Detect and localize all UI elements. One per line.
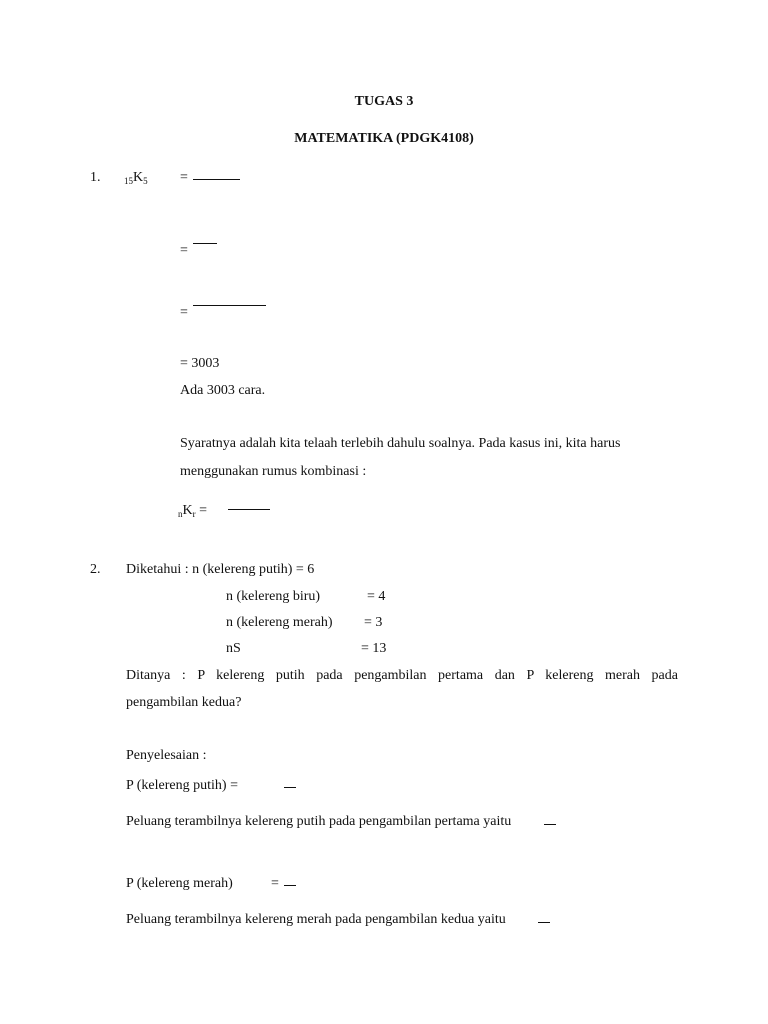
equals-sign-1: = (180, 170, 188, 185)
fraction-bar-1 (193, 179, 240, 180)
combination-formula: $_nK_r$ = (178, 503, 208, 519)
p-red-result-bar (538, 922, 550, 923)
known-red-value: = 3 (364, 615, 383, 630)
formula-fraction-bar (228, 509, 270, 510)
known-ns-value: = 13 (361, 641, 387, 656)
combination-notation: $_{15}K_5$ (124, 170, 148, 186)
reason-line-1: Syaratnya adalah kita telaah terlebih dahulu soalnya. Pada kasus ini, kita harus (180, 436, 621, 451)
asked-line-2: pengambilan kedua? (126, 695, 242, 710)
question-2-number: 2. (90, 562, 101, 577)
p-white-fraction-bar (284, 787, 296, 788)
p-red-text: Peluang terambilnya kelereng merah pada pengambilan kedua yaitu (126, 912, 506, 927)
document-title: TUGAS 3 (354, 94, 414, 109)
fraction-bar-2 (193, 243, 217, 244)
asked-line-1: Ditanya : P kelereng putih pada pengambilan pertama dan P kelereng merah pada (126, 668, 678, 683)
document-subtitle: MATEMATIKA (PDGK4108) (294, 131, 474, 146)
known-white: Diketahui : n (kelereng putih) = 6 (126, 562, 315, 577)
solution-heading: Penyelesaian : (126, 748, 207, 763)
result-value: = 3003 (180, 356, 220, 371)
p-red-fraction-bar (284, 885, 296, 886)
reason-line-2: menggunakan rumus kombinasi : (180, 464, 367, 479)
known-ns-label: nS (226, 641, 241, 656)
answer-text: Ada 3003 cara. (180, 383, 266, 398)
equals-sign-3: = (180, 305, 188, 320)
p-red-equals: = (271, 876, 279, 891)
p-white-text: Peluang terambilnya kelereng putih pada pengambilan pertama yaitu (126, 814, 512, 829)
known-red-label: n (kelereng merah) (226, 615, 333, 630)
p-white-label: P (kelereng putih) = (126, 778, 238, 793)
known-blue-value: = 4 (367, 589, 386, 604)
question-1-number: 1. (90, 170, 101, 185)
p-white-result-bar (544, 824, 556, 825)
fraction-bar-3 (193, 305, 266, 306)
equals-sign-2: = (180, 243, 188, 258)
p-red-label: P (kelereng merah) (126, 876, 233, 891)
known-blue-label: n (kelereng biru) (226, 589, 321, 604)
